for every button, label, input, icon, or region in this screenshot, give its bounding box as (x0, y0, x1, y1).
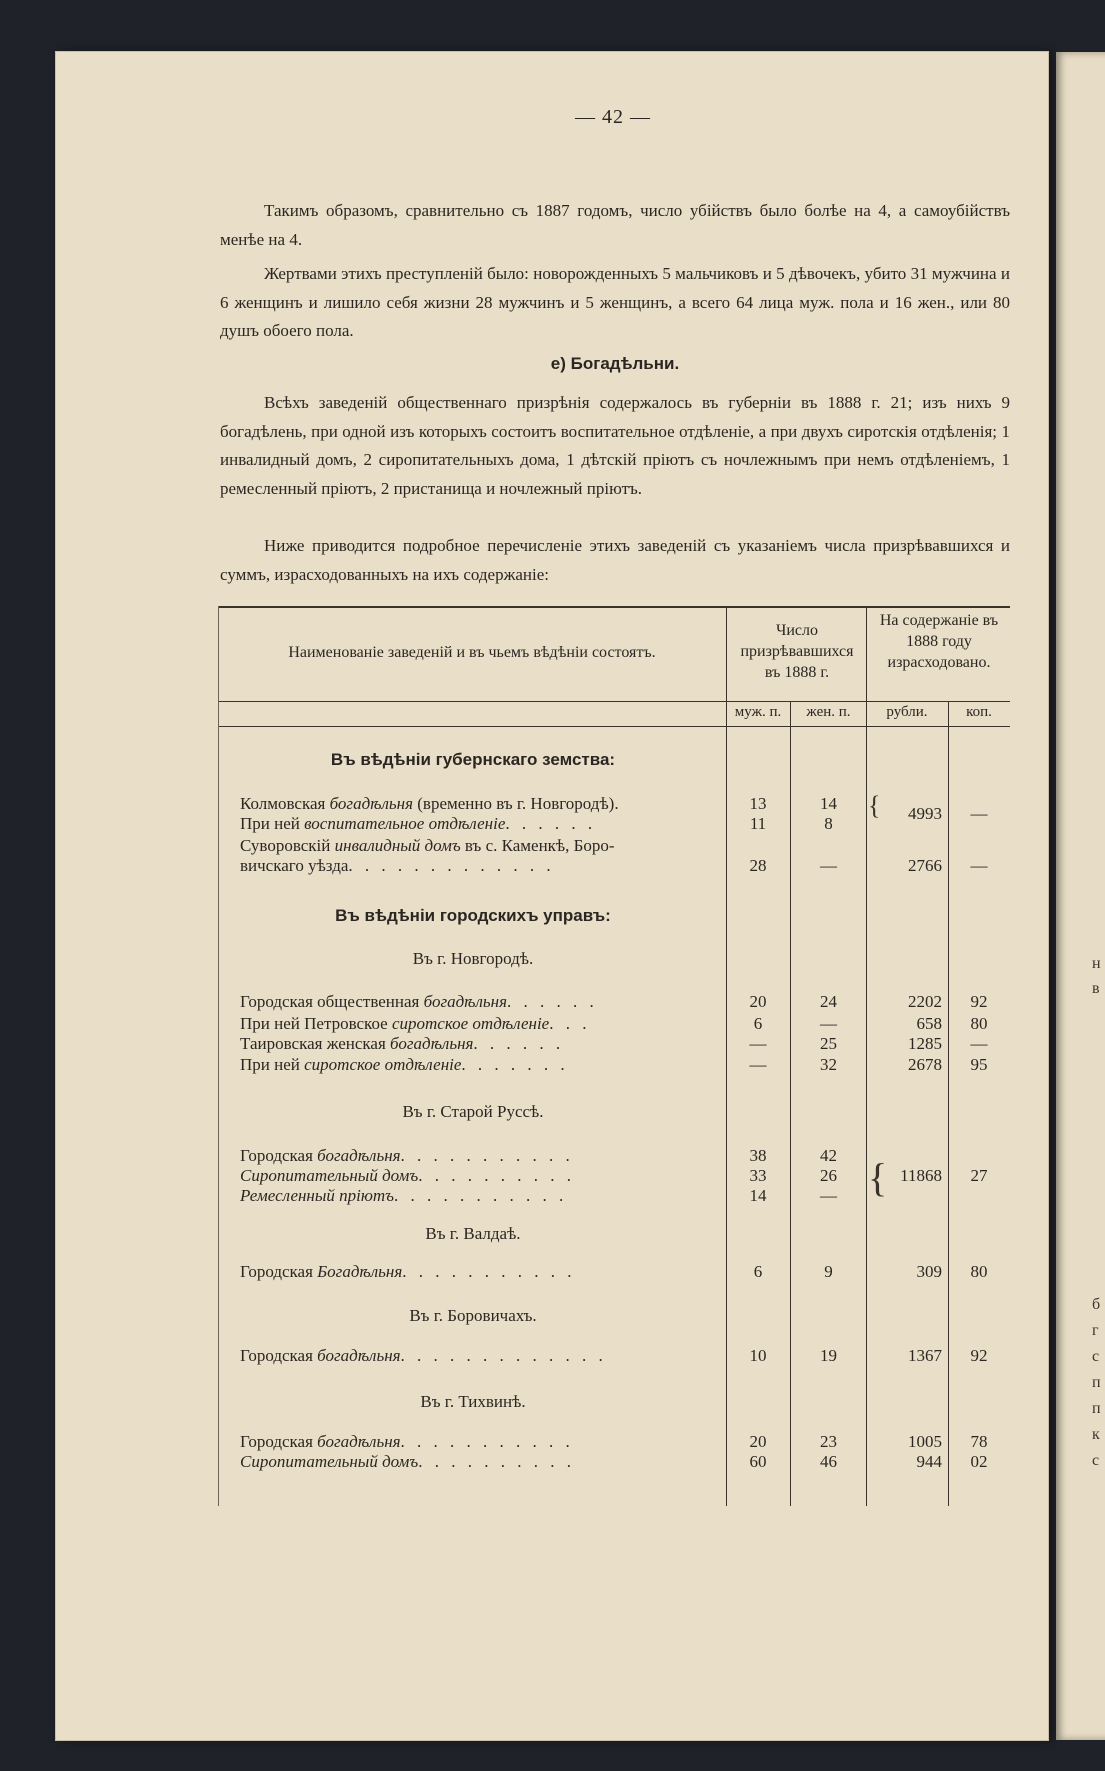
cell-rubles: 309 (916, 1262, 942, 1281)
table-row (218, 992, 1010, 1014)
cell-male: 13 (749, 794, 767, 813)
city-heading: Въ г. Новгородѣ. (412, 949, 534, 968)
cell-kopecks: — (970, 804, 988, 823)
cell-male: 38 (749, 1146, 767, 1165)
row-name: Городская богадѣльня . . . . . . . . . . . (240, 1146, 574, 1165)
paragraph: Жертвами этихъ преступленій было: новорожденныхъ 5 мальчиковъ и 5 дѣвочекъ, убито 31 мужчина и 6 женщинъ и лишило себя жизни 28 мужчинъ и 5 женщинъ, а всего 64 лица муж. пола и 16 жен., или 80 душъ обоего пола. (220, 264, 1010, 340)
cell-female: 24 (820, 992, 837, 1011)
city-heading: Въ г. Старой Руссѣ. (402, 1102, 544, 1121)
table-row (218, 1014, 1010, 1036)
city-heading: Въ г. Боровичахъ. (409, 1306, 537, 1325)
cell-kopecks: 92 (970, 1346, 988, 1365)
cell-female: 14 (820, 794, 837, 813)
table-row (218, 1186, 1010, 1208)
row-name: вичскаго уѣзда . . . . . . . . . . . . . (240, 856, 555, 875)
paragraph: Ниже приводится подробное перечисленіе этихъ заведеній съ указаніемъ числа призрѣвавшихся и суммъ, израсходованныхъ на ихъ содержаніе: (220, 536, 1010, 584)
cell-male: 10 (749, 1346, 767, 1365)
cell-female: 19 (820, 1346, 837, 1365)
next-page-fragment: г (1092, 1322, 1099, 1339)
cell-female: — (820, 856, 837, 875)
cell-kopecks: 80 (970, 1014, 988, 1033)
header-count: Число призрѣвавшихся въ 1888 г. (740, 622, 854, 681)
cell-male: 33 (749, 1166, 767, 1185)
section-zemstvo: Въ вѣдѣніи губернскаго земства: (330, 750, 616, 769)
next-page-fragment: н (1092, 955, 1101, 972)
next-page-fragment: к (1092, 1426, 1100, 1443)
almshouse-table (218, 606, 1010, 1506)
subheader-kopecks: коп. (966, 704, 992, 720)
next-page-fragment: п (1092, 1374, 1101, 1391)
row-name: Городская Богадѣльня . . . . . . . . . . . (240, 1262, 576, 1281)
table-row (218, 1452, 1010, 1474)
cell-female: 26 (820, 1166, 837, 1185)
cell-rubles: 1285 (908, 1034, 942, 1053)
cell-male: — (749, 1034, 767, 1053)
paragraph: Такимъ образомъ, сравнительно съ 1887 годомъ, число убійствъ было болѣе на 4, а самоубійствъ менѣе на 4. (220, 201, 1010, 249)
row-name: Таировская женская богадѣльня . . . . . . (240, 1034, 565, 1053)
cell-female: 32 (820, 1055, 837, 1074)
subheader-rubles: рубли. (886, 704, 928, 720)
cell-male: 6 (753, 1262, 763, 1281)
next-page-fragment: в (1092, 980, 1100, 997)
brace-icon: { (868, 1155, 888, 1200)
cell-rubles: 944 (916, 1452, 942, 1471)
table-row (218, 1166, 1010, 1188)
header-sum: На содержаніе въ 1888 году израсходовано. (879, 612, 999, 671)
next-page-fragment: с (1092, 1348, 1100, 1365)
table-row (218, 1146, 1010, 1168)
cell-kopecks: — (970, 856, 988, 875)
row-name: Колмовская богадѣльня (временно въ г. Новгородѣ) . (240, 794, 623, 813)
table-row (218, 1055, 1010, 1077)
table-row (218, 836, 1010, 858)
cell-kopecks: 27 (970, 1166, 988, 1185)
cell-female: 42 (820, 1146, 837, 1165)
cell-male: 28 (749, 856, 767, 875)
cell-female: 9 (824, 1262, 833, 1281)
header-name: Наименованіе заведеній и въ чьемъ вѣдѣніи состоятъ. (288, 644, 656, 661)
city-heading: Въ г. Валдаѣ. (425, 1224, 521, 1243)
row-name: Городская богадѣльня . . . . . . . . . . . (240, 1432, 574, 1451)
row-name: Сиропитательный домъ . . . . . . . . . . (240, 1452, 575, 1471)
row-name: Ремесленный пріютъ . . . . . . . . . . . (240, 1186, 568, 1205)
cell-rubles: 658 (916, 1014, 942, 1033)
section-city: Въ вѣдѣніи городскихъ управъ: (335, 906, 611, 925)
city-heading: Въ г. Тихвинѣ. (420, 1392, 526, 1411)
table-row (218, 1432, 1010, 1454)
cell-female: 25 (820, 1034, 837, 1053)
cell-rubles: 4993 (908, 804, 942, 823)
cell-male: 20 (749, 1432, 767, 1451)
cell-kopecks: 80 (970, 1262, 988, 1281)
cell-rubles: 1367 (908, 1346, 942, 1365)
cell-male: — (749, 1055, 767, 1074)
cell-kopecks: — (970, 1034, 988, 1053)
table-row (218, 1034, 1010, 1056)
next-page-fragment: с (1092, 1452, 1100, 1469)
cell-male: 60 (749, 1452, 767, 1471)
table-row (218, 1262, 1010, 1284)
table-row (218, 1346, 1010, 1368)
cell-rubles: 11868 (900, 1166, 942, 1185)
row-name: При ней воспитательное отдѣленіе . . . . . . (240, 814, 597, 833)
subheader-female: жен. п. (806, 704, 851, 720)
subheader-male: муж. п. (734, 704, 782, 720)
page-number: — 42 — (575, 106, 651, 128)
row-name: Сиропитательный домъ . . . . . . . . . . (240, 1166, 575, 1185)
cell-female: 46 (820, 1452, 837, 1471)
brace-icon: { (868, 791, 881, 820)
row-name: Городская общественная богадѣльня . . . . . . (240, 992, 598, 1011)
cell-rubles: 2766 (908, 856, 942, 875)
cell-rubles: 2202 (908, 992, 942, 1011)
row-name: При ней Петровское сиротское отдѣленіе . . . (240, 1014, 591, 1033)
cell-kopecks: 92 (970, 992, 988, 1011)
table-row (218, 804, 1010, 836)
cell-kopecks: 95 (970, 1055, 988, 1074)
next-page-fragment: п (1092, 1400, 1101, 1417)
row-name: При ней сиротское отдѣленіе . . . . . . . (240, 1055, 569, 1074)
cell-female: 8 (824, 814, 833, 833)
row-name: Городская богадѣльня . . . . . . . . . . . . . (240, 1346, 607, 1365)
cell-male: 6 (753, 1014, 763, 1033)
row-name: Суворовскій инвалидный домъ въ с. Каменкѣ, Боро- (240, 836, 615, 855)
cell-rubles: 2678 (908, 1055, 942, 1074)
paragraph: Всѣхъ заведеній общественнаго призрѣнія содержалось въ губерніи въ 1888 г. 21; изъ нихъ 9 богадѣлень, при одной изъ которыхъ состоитъ воспитательное отдѣленіе, а при двухъ сиротскія отдѣленія; 1 инвалидный домъ, 2 сиропитательныхъ дома, 1 дѣтскій пріютъ съ ночлежнымъ при немъ отдѣленіемъ, 1 ремесленный пріютъ, 2 пристанища и ночлежный пріютъ. (220, 393, 1010, 498)
cell-kopecks: 78 (970, 1432, 988, 1451)
cell-rubles: 1005 (908, 1432, 942, 1451)
cell-male: 11 (749, 814, 767, 833)
cell-male: 20 (749, 992, 767, 1011)
cell-female: — (820, 1014, 837, 1033)
next-page-edge (1056, 52, 1105, 1740)
next-page-fragment: б (1092, 1296, 1101, 1313)
table-row (218, 856, 1010, 878)
cell-male: 14 (749, 1186, 767, 1205)
cell-kopecks: 02 (970, 1452, 988, 1471)
cell-female: — (820, 1186, 837, 1205)
section-heading: е) Богадѣльни. (550, 354, 680, 373)
cell-female: 23 (820, 1432, 837, 1451)
